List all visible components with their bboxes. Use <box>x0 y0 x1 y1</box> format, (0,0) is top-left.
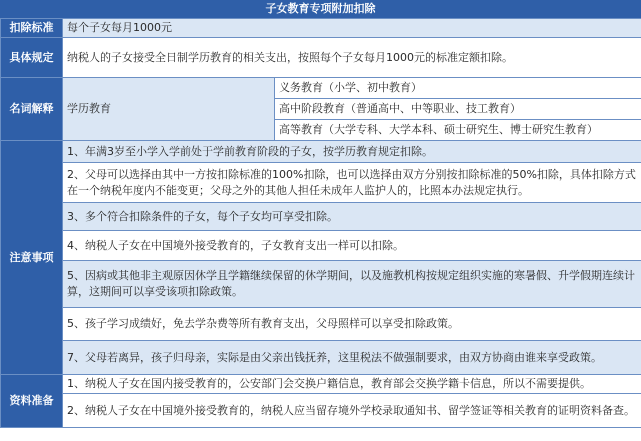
education-level-high-school: 高中阶段教育（普通高中、中等职业、技工教育） <box>275 99 641 120</box>
document-item: 1、纳税人子女在国内接受教育的，公安部门会交换户籍信息，教育部会交换学籍卡信息，所以不需要提供。 <box>63 375 641 394</box>
note-item: 5、因病或其他非主观原因休学且学籍继续保留的休学期间，以及施教机构按规定组织实施的寒暑假、升学假期连续计算，这期间可以享受该项扣除政策。 <box>63 261 641 308</box>
specific-rule-value: 纳税人的子女接受全日制学历教育的相关支出，按照每个子女每月1000元的标准定额扣除。 <box>63 38 641 78</box>
row-note-4 <box>1 231 641 261</box>
row-document-1 <box>1 375 641 394</box>
note-item: 4、纳税人子女在中国境外接受教育的，子女教育支出一样可以扣除。 <box>63 231 641 261</box>
note-item: 5、孩子学习成绩好，免去学杂费等所有教育支出，父母照样可以享受扣除政策。 <box>63 308 641 341</box>
document-title: 子女教育专项附加扣除 <box>0 0 641 18</box>
row-document-2 <box>1 394 641 428</box>
note-item: 2、父母可以选择由其中一方按扣除标准的100%扣除，也可以选择由双方分别按扣除标准的50%扣除，具体扣除方式在一个纳税年度内不能变更；父母之外的其他人担任未成年人监护人的，比照本办法规定执行。 <box>63 163 641 203</box>
note-item: 1、年满3岁至小学入学前处于学前教育阶段的子女，按学历教育规定扣除。 <box>63 141 641 163</box>
notes-label: 注意事项 <box>1 141 63 375</box>
row-note-3 <box>1 203 641 231</box>
note-item: 3、多个符合扣除条件的子女，每个子女均可享受扣除。 <box>63 203 641 231</box>
row-deduction-standard <box>1 19 641 38</box>
note-item: 7、父母若离异，孩子归母亲，实际是由父亲出钱抚养，这里税法不做强制要求，由双方协商由谁来享受政策。 <box>63 341 641 375</box>
education-level-higher: 高等教育（大学专科、大学本科、硕士研究生、博士研究生教育） <box>275 120 641 141</box>
row-note-2 <box>1 163 641 203</box>
row-note-7 <box>1 341 641 375</box>
documents-label: 资料准备 <box>1 375 63 428</box>
deduction-table <box>0 18 641 428</box>
row-specific-rule <box>1 38 641 78</box>
row-note-6 <box>1 308 641 341</box>
specific-rule-label: 具体规定 <box>1 38 63 78</box>
education-level-compulsory: 义务教育（小学、初中教育） <box>275 78 641 99</box>
term-name: 学历教育 <box>63 78 275 141</box>
row-note-5 <box>1 261 641 308</box>
document-item: 2、纳税人子女在中国境外接受教育的，纳税人应当留存境外学校录取通知书、留学签证等相关教育的证明资料备查。 <box>63 394 641 428</box>
deduction-standard-value: 每个子女每月1000元 <box>63 19 641 38</box>
deduction-standard-label: 扣除标准 <box>1 19 63 38</box>
term-explanation-label: 名词解释 <box>1 78 63 141</box>
row-term-level-1 <box>1 78 641 99</box>
row-note-1 <box>1 141 641 163</box>
